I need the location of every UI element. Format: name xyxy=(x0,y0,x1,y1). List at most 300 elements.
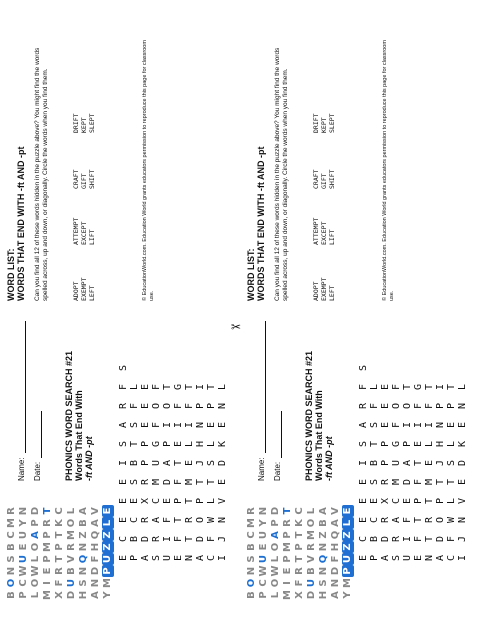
logo-letter: D xyxy=(330,566,341,576)
puzzle-letter[interactable]: F xyxy=(173,402,184,409)
logo-letter: L xyxy=(102,517,114,529)
puzzle-letter[interactable] xyxy=(380,352,391,371)
logo-letter: M xyxy=(282,542,293,552)
puzzle-letter[interactable]: D xyxy=(457,459,468,466)
puzzle-letter[interactable]: F xyxy=(402,516,413,523)
puzzle-letter[interactable]: P xyxy=(173,497,184,504)
puzzle-letter[interactable]: O xyxy=(435,516,446,523)
name-field[interactable] xyxy=(17,321,26,453)
puzzle-letter[interactable]: E xyxy=(457,421,468,428)
puzzle-letter[interactable]: A xyxy=(162,459,173,466)
puzzle-letter[interactable] xyxy=(173,333,184,352)
puzzle-letter[interactable] xyxy=(151,352,162,371)
logo-letter: A xyxy=(78,507,89,515)
puzzle-letter[interactable]: A xyxy=(140,554,151,561)
puzzle-letter[interactable]: T xyxy=(173,516,184,523)
puzzle-letter[interactable]: E xyxy=(424,459,435,466)
puzzle-letter[interactable]: L xyxy=(206,497,217,504)
puzzle-letter[interactable]: L xyxy=(446,497,457,504)
puzzle-letter[interactable]: O xyxy=(151,402,162,409)
puzzle-letter[interactable]: A xyxy=(358,421,369,428)
puzzle-letter[interactable]: N xyxy=(217,402,228,409)
puzzle-letter[interactable]: D xyxy=(380,535,391,542)
puzzle-letter[interactable]: U xyxy=(391,459,402,466)
puzzle-letter[interactable]: E xyxy=(358,478,369,485)
puzzle-letter[interactable]: A xyxy=(151,516,162,523)
logo-letter: W xyxy=(270,565,281,577)
puzzle-letter[interactable]: G xyxy=(173,383,184,390)
puzzle-letter[interactable]: F xyxy=(173,535,184,542)
puzzle-letter[interactable]: E xyxy=(380,383,391,390)
logo-letter: F xyxy=(54,579,65,587)
puzzle-letter[interactable]: E xyxy=(413,440,424,447)
puzzle-letter[interactable]: N xyxy=(457,516,468,523)
word-list-item: EXCEPT xyxy=(80,221,88,245)
puzzle-letter[interactable] xyxy=(391,352,402,371)
logo-letter: P xyxy=(258,591,269,599)
puzzle-letter[interactable]: L xyxy=(457,383,468,390)
puzzle-letter[interactable] xyxy=(424,333,435,352)
puzzle-letter[interactable]: T xyxy=(129,440,140,447)
puzzle-letter[interactable]: S xyxy=(369,478,380,485)
puzzle-letter[interactable]: O xyxy=(195,516,206,523)
logo-letter: R xyxy=(306,543,317,551)
puzzle-letter[interactable]: S xyxy=(151,554,162,561)
puzzle-letter[interactable]: C xyxy=(391,497,402,504)
puzzle-letter[interactable]: R xyxy=(151,535,162,542)
logo-letter: R xyxy=(54,567,65,575)
puzzle-letter[interactable] xyxy=(129,352,140,371)
puzzle-letter[interactable]: C xyxy=(369,516,380,523)
word-search-logo xyxy=(246,505,354,601)
puzzle-letter[interactable]: T xyxy=(424,497,435,504)
puzzle-letter[interactable]: J xyxy=(217,535,228,542)
puzzle-letter[interactable]: F xyxy=(129,402,140,409)
logo-letter: T xyxy=(294,555,305,563)
puzzle-letter[interactable]: A xyxy=(380,554,391,561)
name-date-block xyxy=(10,321,42,481)
puzzle-letter[interactable]: T xyxy=(435,478,446,485)
puzzle-letter[interactable]: B xyxy=(369,459,380,466)
puzzle-letter[interactable]: N xyxy=(457,402,468,409)
puzzle-letter[interactable]: A xyxy=(118,421,129,428)
logo-letter: D xyxy=(66,590,77,600)
puzzle-letter[interactable]: S xyxy=(129,421,140,428)
puzzle-letter[interactable]: P xyxy=(129,554,140,561)
puzzle-letter[interactable]: T xyxy=(162,383,173,390)
puzzle-letter[interactable]: E xyxy=(358,497,369,504)
logo-letter: A xyxy=(270,531,281,539)
word-list-title-line-2: WORDS THAT END WITH -ft AND -pt xyxy=(16,146,26,301)
word-search-grid xyxy=(118,333,228,561)
puzzle-letter[interactable] xyxy=(369,352,380,371)
puzzle-letter[interactable]: F xyxy=(413,402,424,409)
puzzle-letter[interactable]: E xyxy=(118,516,129,523)
puzzle-letter[interactable] xyxy=(402,352,413,371)
puzzle-letter[interactable]: F xyxy=(151,421,162,428)
logo-letter: X xyxy=(54,591,65,599)
puzzle-letter[interactable]: E xyxy=(184,459,195,466)
logo-letter: N xyxy=(6,566,17,576)
puzzle-letter[interactable]: B xyxy=(369,535,380,542)
puzzle-letter[interactable]: T xyxy=(206,383,217,390)
puzzle-letter[interactable]: I xyxy=(195,383,206,390)
puzzle-letter[interactable]: S xyxy=(206,459,217,466)
puzzle-letter[interactable]: G xyxy=(151,440,162,447)
puzzle-letter[interactable]: T xyxy=(184,535,195,542)
puzzle-letter[interactable]: F xyxy=(118,383,129,390)
puzzle-letter[interactable] xyxy=(435,333,446,352)
puzzle-letter[interactable]: E xyxy=(217,421,228,428)
puzzle-letter[interactable]: S xyxy=(391,554,402,561)
puzzle-letter[interactable]: E xyxy=(413,554,424,561)
puzzle-letter[interactable]: R xyxy=(184,516,195,523)
puzzle-letter[interactable]: H xyxy=(195,440,206,447)
word-list-item: LIFT xyxy=(88,229,96,245)
puzzle-letter[interactable]: O xyxy=(391,402,402,409)
puzzle-letter[interactable]: E xyxy=(402,497,413,504)
logo-letter: O xyxy=(6,578,17,588)
puzzle-letter[interactable]: U xyxy=(151,459,162,466)
puzzle-letter[interactable] xyxy=(206,333,217,352)
puzzle-letter[interactable]: N xyxy=(217,516,228,523)
puzzle-letter[interactable]: T xyxy=(184,383,195,390)
puzzle-letter[interactable]: A xyxy=(391,516,402,523)
puzzle-letter[interactable]: T xyxy=(446,478,457,485)
logo-letter: H xyxy=(78,590,89,600)
puzzle-letter[interactable]: L xyxy=(424,440,435,447)
puzzle-letter[interactable]: W xyxy=(206,516,217,523)
puzzle-letter[interactable]: U xyxy=(162,554,173,561)
puzzle-letter[interactable]: E xyxy=(162,497,173,504)
puzzle-letter[interactable]: G xyxy=(413,383,424,390)
puzzle-letter[interactable]: D xyxy=(217,459,228,466)
word-list-item: CRAFT xyxy=(72,169,80,189)
puzzle-letter[interactable] xyxy=(457,352,468,371)
puzzle-letter[interactable]: S xyxy=(358,364,369,371)
puzzle-letter[interactable]: T xyxy=(402,383,413,390)
puzzle-letter[interactable] xyxy=(217,352,228,371)
logo-letter: C xyxy=(54,507,65,515)
worksheet-title xyxy=(64,351,94,481)
puzzle-letter[interactable]: P xyxy=(380,459,391,466)
puzzle-letter[interactable]: E xyxy=(206,421,217,428)
logo-letter: I xyxy=(282,581,293,585)
puzzle-letter[interactable]: L xyxy=(446,440,457,447)
puzzle-letter[interactable]: E xyxy=(140,383,151,390)
puzzle-letter[interactable]: S xyxy=(129,478,140,485)
puzzle-letter[interactable]: K xyxy=(217,440,228,447)
puzzle-letter[interactable]: J xyxy=(435,459,446,466)
logo-letter: W xyxy=(30,565,41,577)
puzzle-letter[interactable] xyxy=(435,352,446,371)
puzzle-letter[interactable]: P xyxy=(413,497,424,504)
puzzle-letter[interactable]: E xyxy=(217,478,228,485)
puzzle-letter[interactable]: T xyxy=(369,440,380,447)
puzzle-letter[interactable]: P xyxy=(206,402,217,409)
logo-letter: B xyxy=(318,519,329,527)
puzzle-letter[interactable]: T xyxy=(413,516,424,523)
puzzle-letter[interactable]: I xyxy=(118,459,129,466)
logo-letter: V xyxy=(90,507,101,515)
puzzle-letter[interactable]: P xyxy=(435,402,446,409)
puzzle-letter[interactable]: E xyxy=(129,497,140,504)
puzzle-letter[interactable]: L xyxy=(206,440,217,447)
puzzle-letter[interactable]: V xyxy=(217,497,228,504)
name-field[interactable] xyxy=(257,321,266,453)
puzzle-letter[interactable]: T xyxy=(424,383,435,390)
logo-letter: D xyxy=(306,590,317,600)
puzzle-letter[interactable]: T xyxy=(184,497,195,504)
puzzle-letter[interactable]: C xyxy=(118,535,129,542)
puzzle-letter[interactable]: P xyxy=(140,440,151,447)
puzzle-letter[interactable]: X xyxy=(380,497,391,504)
puzzle-letter[interactable]: R xyxy=(380,478,391,485)
puzzle-letter[interactable] xyxy=(184,333,195,352)
puzzle-letter[interactable] xyxy=(184,352,195,371)
logo-letter: R xyxy=(42,519,53,527)
puzzle-letter[interactable] xyxy=(195,352,206,371)
logo-letter: N xyxy=(18,506,29,516)
puzzle-letter[interactable] xyxy=(129,333,140,352)
puzzle-letter[interactable]: C xyxy=(151,497,162,504)
puzzle-letter[interactable] xyxy=(140,352,151,371)
puzzle-letter[interactable]: O xyxy=(402,402,413,409)
date-field[interactable] xyxy=(273,411,282,458)
puzzle-letter[interactable]: A xyxy=(435,554,446,561)
puzzle-letter[interactable]: I xyxy=(162,535,173,542)
puzzle-letter[interactable] xyxy=(195,333,206,352)
logo-letter: E xyxy=(102,505,114,517)
puzzle-letter[interactable]: R xyxy=(380,516,391,523)
puzzle-letter[interactable] xyxy=(369,333,380,352)
puzzle-letter[interactable]: M xyxy=(391,478,402,485)
puzzle-letter[interactable]: N xyxy=(195,421,206,428)
date-field[interactable] xyxy=(33,411,42,458)
puzzle-letter[interactable]: E xyxy=(173,554,184,561)
puzzle-letter[interactable]: I xyxy=(173,421,184,428)
puzzle-letter[interactable]: P xyxy=(380,440,391,447)
logo-letter: L xyxy=(66,507,77,515)
puzzle-letter[interactable]: R xyxy=(118,402,129,409)
puzzle-letter[interactable]: E xyxy=(369,497,380,504)
puzzle-letter[interactable]: A xyxy=(195,554,206,561)
puzzle-letter[interactable]: R xyxy=(358,402,369,409)
word-search-grid xyxy=(358,333,468,561)
puzzle-letter[interactable]: P xyxy=(435,497,446,504)
puzzle-letter[interactable]: T xyxy=(424,535,435,542)
puzzle-letter[interactable]: L xyxy=(184,440,195,447)
puzzle-letter[interactable]: P xyxy=(195,402,206,409)
puzzle-letter[interactable]: O xyxy=(162,402,173,409)
puzzle-letter[interactable]: C xyxy=(129,516,140,523)
logo-letter: B xyxy=(78,519,89,527)
puzzle-letter[interactable]: V xyxy=(457,497,468,504)
logo-letter: L xyxy=(30,591,41,599)
worksheet-copy-right xyxy=(240,0,480,621)
puzzle-letter[interactable] xyxy=(162,352,173,371)
puzzle-letter[interactable]: D xyxy=(195,535,206,542)
puzzle-letter[interactable]: W xyxy=(446,516,457,523)
puzzle-letter[interactable]: E xyxy=(140,421,151,428)
puzzle-letter[interactable]: R xyxy=(424,516,435,523)
puzzle-letter[interactable]: S xyxy=(118,364,129,371)
puzzle-letter[interactable]: E xyxy=(118,497,129,504)
puzzle-letter[interactable] xyxy=(151,333,162,352)
puzzle-letter[interactable]: F xyxy=(162,516,173,523)
puzzle-letter[interactable]: P xyxy=(162,440,173,447)
puzzle-letter[interactable]: M xyxy=(151,478,162,485)
puzzle-letter[interactable]: F xyxy=(446,535,457,542)
puzzle-letter[interactable]: R xyxy=(140,516,151,523)
puzzle-letter[interactable]: E xyxy=(118,554,129,561)
puzzle-letter[interactable]: N xyxy=(184,554,195,561)
puzzle-letter[interactable]: F xyxy=(391,421,402,428)
puzzle-letter[interactable]: F xyxy=(151,383,162,390)
puzzle-letter[interactable]: S xyxy=(369,421,380,428)
puzzle-letter[interactable]: T xyxy=(446,383,457,390)
logo-letter: Y xyxy=(102,591,113,599)
puzzle-letter[interactable]: F xyxy=(358,383,369,390)
puzzle-letter[interactable]: F xyxy=(391,383,402,390)
puzzle-letter[interactable]: E xyxy=(446,421,457,428)
puzzle-letter[interactable]: T xyxy=(173,459,184,466)
puzzle-letter[interactable]: L xyxy=(129,383,140,390)
logo-letter: P xyxy=(30,519,41,527)
puzzle-letter[interactable]: C xyxy=(206,554,217,561)
puzzle-letter[interactable]: D xyxy=(435,535,446,542)
puzzle-letter[interactable]: E xyxy=(173,440,184,447)
puzzle-letter[interactable]: E xyxy=(380,402,391,409)
puzzle-letter[interactable]: F xyxy=(369,402,380,409)
puzzle-letter[interactable]: E xyxy=(358,516,369,523)
logo-letter: V xyxy=(66,555,77,563)
puzzle-letter[interactable]: E xyxy=(380,421,391,428)
puzzle-letter[interactable]: S xyxy=(118,440,129,447)
puzzle-letter[interactable]: I xyxy=(402,535,413,542)
puzzle-letter[interactable]: I xyxy=(184,421,195,428)
puzzle-letter[interactable]: F xyxy=(173,478,184,485)
word-list-item: EXEMPT xyxy=(80,277,88,301)
puzzle-letter[interactable] xyxy=(446,352,457,371)
logo-letter: N xyxy=(330,578,341,588)
puzzle-letter[interactable]: H xyxy=(435,440,446,447)
puzzle-letter[interactable] xyxy=(162,333,173,352)
puzzle-letter[interactable]: U xyxy=(402,554,413,561)
puzzle-letter[interactable]: M xyxy=(424,478,435,485)
puzzle-letter[interactable]: R xyxy=(391,535,402,542)
puzzle-letter[interactable]: J xyxy=(457,535,468,542)
puzzle-letter[interactable]: M xyxy=(184,478,195,485)
puzzle-letter[interactable]: P xyxy=(140,459,151,466)
puzzle-letter[interactable]: P xyxy=(446,402,457,409)
puzzle-letter[interactable]: S xyxy=(446,459,457,466)
puzzle-letter[interactable] xyxy=(391,333,402,352)
puzzle-letter[interactable]: T xyxy=(413,459,424,466)
puzzle-letter[interactable]: I xyxy=(358,459,369,466)
puzzle-letter[interactable]: D xyxy=(140,535,151,542)
puzzle-letter[interactable]: I xyxy=(435,383,446,390)
puzzle-letter[interactable]: C xyxy=(358,535,369,542)
logo-letter: U xyxy=(18,554,29,564)
puzzle-letter[interactable]: R xyxy=(140,478,151,485)
puzzle-letter[interactable] xyxy=(413,352,424,371)
puzzle-letter[interactable] xyxy=(358,333,369,352)
puzzle-letter[interactable]: P xyxy=(195,497,206,504)
puzzle-letter[interactable]: D xyxy=(162,478,173,485)
puzzle-letter[interactable]: G xyxy=(391,440,402,447)
logo-letter: Q xyxy=(318,554,329,564)
puzzle-letter[interactable]: F xyxy=(413,535,424,542)
puzzle-letter[interactable]: N xyxy=(435,421,446,428)
puzzle-letter[interactable] xyxy=(457,333,468,352)
logo-letter: V xyxy=(306,555,317,563)
puzzle-letter[interactable] xyxy=(206,352,217,371)
puzzle-letter[interactable]: B xyxy=(129,535,140,542)
puzzle-letter[interactable]: I xyxy=(424,421,435,428)
logo-letter: Q xyxy=(330,530,341,540)
puzzle-letter[interactable]: I xyxy=(402,421,413,428)
puzzle-letter[interactable]: E xyxy=(118,478,129,485)
logo-letter: O xyxy=(66,518,77,528)
puzzle-letter[interactable]: F xyxy=(413,478,424,485)
puzzle-letter[interactable]: F xyxy=(184,402,195,409)
puzzle-letter[interactable]: F xyxy=(206,535,217,542)
puzzle-letter[interactable]: I xyxy=(457,554,468,561)
logo-letter: A xyxy=(90,591,101,599)
logo-letter: P xyxy=(54,543,65,551)
puzzle-letter[interactable] xyxy=(140,333,151,352)
puzzle-letter[interactable]: I xyxy=(162,421,173,428)
logo-letter: H xyxy=(318,590,329,600)
logo-letter: Y xyxy=(258,519,269,527)
puzzle-letter[interactable]: J xyxy=(195,459,206,466)
puzzle-letter[interactable]: C xyxy=(446,554,457,561)
puzzle-letter[interactable]: X xyxy=(140,497,151,504)
puzzle-letter[interactable] xyxy=(380,333,391,352)
puzzle-letter[interactable]: T xyxy=(206,478,217,485)
puzzle-letter[interactable]: I xyxy=(413,421,424,428)
puzzle-letter[interactable]: P xyxy=(402,440,413,447)
puzzle-letter[interactable]: L xyxy=(217,383,228,390)
puzzle-letter[interactable] xyxy=(402,333,413,352)
puzzle-letter[interactable] xyxy=(446,333,457,352)
puzzle-letter[interactable]: B xyxy=(129,459,140,466)
puzzle-letter[interactable] xyxy=(173,352,184,371)
puzzle-letter[interactable]: T xyxy=(195,478,206,485)
logo-letter: U xyxy=(306,578,317,588)
puzzle-letter[interactable]: N xyxy=(424,554,435,561)
puzzle-letter[interactable]: S xyxy=(358,440,369,447)
puzzle-letter[interactable] xyxy=(424,352,435,371)
puzzle-letter[interactable]: F xyxy=(424,402,435,409)
puzzle-letter[interactable]: E xyxy=(358,554,369,561)
puzzle-letter[interactable] xyxy=(413,333,424,352)
puzzle-letter[interactable]: I xyxy=(217,554,228,561)
puzzle-letter[interactable]: L xyxy=(369,383,380,390)
puzzle-letter[interactable]: D xyxy=(402,478,413,485)
puzzle-letter[interactable] xyxy=(118,333,129,352)
logo-letter: N xyxy=(258,506,269,516)
puzzle-letter[interactable]: E xyxy=(457,478,468,485)
title-line-1: PHONICS WORD SEARCH #21 xyxy=(64,350,74,481)
puzzle-letter[interactable]: E xyxy=(140,402,151,409)
logo-letter: Q xyxy=(90,530,101,540)
puzzle-letter[interactable]: K xyxy=(457,440,468,447)
puzzle-letter[interactable]: A xyxy=(402,459,413,466)
puzzle-letter[interactable]: P xyxy=(369,554,380,561)
logo-letter: M xyxy=(306,530,317,540)
